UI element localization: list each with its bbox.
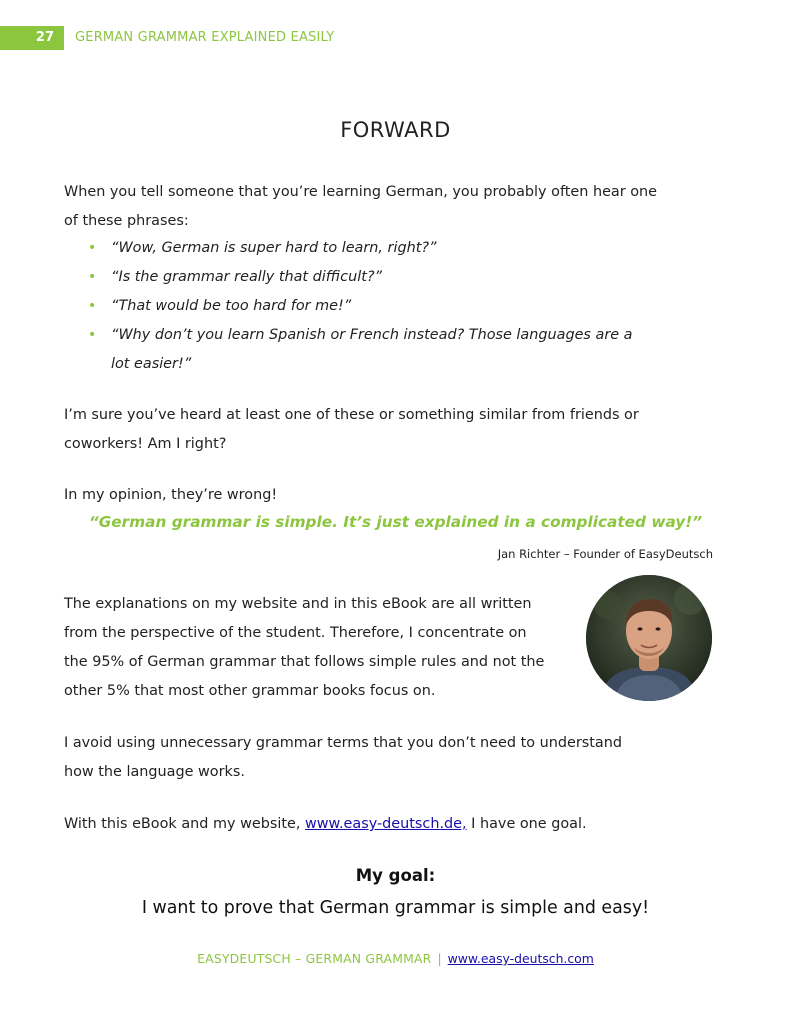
explanations-paragraph: [64, 590, 544, 706]
phrase-list: [64, 234, 633, 379]
quote-attribution: Jan Richter – Founder of EasyDeutsch: [497, 547, 713, 561]
text-line: coworkers! Am I right?: [64, 436, 227, 452]
page-number: 27: [0, 26, 64, 50]
text-line: When you tell someone that you’re learning German, you probably often hear one: [64, 184, 658, 200]
text-segment: I have one goal.: [466, 816, 587, 832]
website-paragraph: [64, 810, 587, 839]
intro-paragraph: [64, 178, 657, 236]
opinion-paragraph: In my opinion, they’re wrong!: [64, 487, 278, 503]
bullet-icon: •: [88, 269, 97, 285]
bullet-icon: •: [88, 298, 97, 314]
list-item: [64, 292, 633, 321]
text-line: I’m sure you’ve heard at least one of these or something similar from friends or: [64, 407, 639, 423]
author-portrait-icon: [586, 575, 712, 701]
text-line: The explanations on my website and in this eBook are all written: [64, 596, 532, 612]
website-link[interactable]: www.easy-deutsch.de,: [304, 816, 467, 832]
text-line: I avoid using unnecessary grammar terms that you don’t need to understand: [64, 735, 622, 751]
text-segment: With this eBook and my website,: [64, 816, 305, 832]
list-item: [64, 234, 633, 263]
list-item-text: “Why don’t you learn Spanish or French instead? Those languages are a: [111, 327, 633, 343]
sure-paragraph: [64, 401, 639, 459]
terms-paragraph: [64, 729, 622, 787]
page-header: [0, 26, 420, 50]
footer-link[interactable]: www.easy-deutsch.com: [447, 951, 594, 966]
goal-label: My goal:: [355, 866, 436, 885]
bullet-icon: •: [88, 240, 97, 256]
text-line: from the perspective of the student. Therefore, I concentrate on: [64, 625, 527, 641]
page-title: FORWARD: [340, 118, 451, 142]
list-item-text: lot easier!”: [111, 356, 192, 372]
list-item-text: “Is the grammar really that difficult?”: [111, 269, 382, 285]
text-line: other 5% that most other grammar books focus on.: [64, 683, 436, 699]
page-footer: [0, 951, 791, 966]
text-line: the 95% of German grammar that follows simple rules and not the: [64, 654, 545, 670]
text-line: of these phrases:: [64, 213, 189, 229]
footer-separator: |: [437, 951, 442, 966]
list-item-text: “That would be too hard for me!”: [111, 298, 352, 314]
footer-brand: EASYDEUTSCH – GERMAN GRAMMAR: [197, 951, 432, 966]
author-photo: [586, 575, 712, 701]
header-title: GERMAN GRAMMAR EXPLAINED EASILY: [75, 30, 335, 45]
text-line: how the language works.: [64, 764, 245, 780]
bullet-icon: •: [88, 327, 97, 343]
list-item: [64, 263, 633, 292]
quote: “German grammar is simple. It’s just explained in a complicated way!”: [88, 513, 703, 531]
list-item: [64, 321, 633, 379]
goal-text: I want to prove that German grammar is simple and easy!: [141, 898, 650, 918]
list-item-text: “Wow, German is super hard to learn, right?”: [111, 240, 437, 256]
